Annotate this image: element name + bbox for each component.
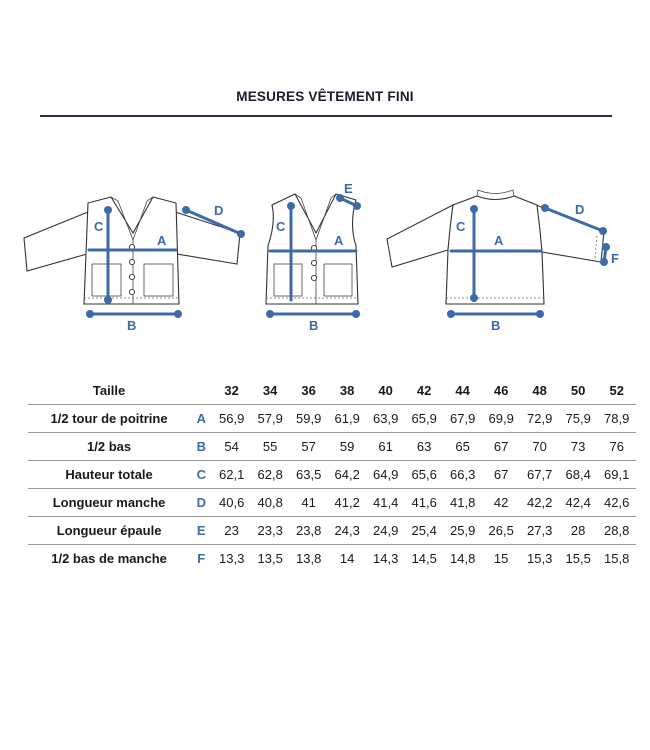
vest-measure-e-end: [336, 194, 344, 202]
row-letter: B: [190, 433, 212, 461]
vest-measure-b-end: [352, 310, 360, 318]
table-cell: 24,3: [328, 517, 367, 545]
table-cell: 67: [482, 433, 521, 461]
cardigan-button: [129, 274, 134, 279]
table-cell: 57,9: [251, 405, 290, 433]
sweater-right-sleeve: [536, 205, 604, 262]
cardigan-measure-b-end: [174, 310, 182, 318]
table-cell: 66,3: [443, 461, 482, 489]
sweater-measure-d-end: [541, 204, 549, 212]
vest-measure-e-end: [353, 202, 361, 210]
table-cell: 73: [559, 433, 598, 461]
table-cell: 23: [212, 517, 251, 545]
cardigan-button: [129, 289, 134, 294]
table-cell: 63,9: [366, 405, 405, 433]
table-cell: 28: [559, 517, 598, 545]
vest-button: [311, 275, 316, 280]
sweater-measure-c-end: [470, 205, 478, 213]
table-cell: 41,4: [366, 489, 405, 517]
table-cell: 55: [251, 433, 290, 461]
sweater-measure-d-end: [599, 227, 607, 235]
size-header-cell: 40: [378, 382, 393, 398]
cardigan-button: [129, 259, 134, 264]
table-cell: 25,4: [405, 517, 444, 545]
cardigan-letter-a: A: [157, 233, 167, 248]
row-label: 1/2 bas de manche: [28, 545, 190, 573]
garment-diagrams: [0, 170, 650, 340]
cardigan-measure-b-end: [86, 310, 94, 318]
sweater-letter-f: F: [611, 251, 619, 266]
table-cell: 63,5: [289, 461, 328, 489]
table-cell: 15,5: [559, 545, 598, 573]
table-cell: 61: [366, 433, 405, 461]
size-header-cell: 44: [455, 382, 470, 398]
table-cell: 23,8: [289, 517, 328, 545]
table-cell: 13,5: [251, 545, 290, 573]
table-cell: 40,6: [212, 489, 251, 517]
cardigan-letter-d: D: [214, 203, 224, 218]
table-cell: 56,9: [212, 405, 251, 433]
table-cell: 78,9: [597, 405, 636, 433]
sweater-letter-c: C: [456, 219, 466, 234]
row-letter: D: [190, 489, 212, 517]
row-label: 1/2 bas: [28, 433, 190, 461]
table-cell: 13,8: [289, 545, 328, 573]
vest-measure-b-end: [266, 310, 274, 318]
table-cell: 68,4: [559, 461, 598, 489]
page-title: MESURES VÊTEMENT FINI: [236, 89, 414, 104]
size-header-cell: 34: [262, 382, 278, 398]
table-row: [28, 517, 636, 545]
table-cell: 14,8: [443, 545, 482, 573]
sweater-measure-f-end: [602, 243, 610, 251]
table-cell: 67: [482, 461, 521, 489]
row-label: 1/2 tour de poitrine: [28, 405, 190, 433]
row-letter: E: [190, 517, 212, 545]
table-cell: 14,5: [405, 545, 444, 573]
size-header-label: Taille: [92, 382, 126, 398]
table-cell: 76: [597, 433, 636, 461]
title-divider: [40, 115, 612, 117]
row-letter: F: [190, 545, 212, 573]
cardigan-letter-c: C: [94, 219, 104, 234]
cardigan-measure-c-end: [104, 296, 112, 304]
table-cell: 65,6: [405, 461, 444, 489]
sweater-neckband: [477, 190, 514, 196]
sweater-left-sleeve: [387, 205, 453, 267]
table-row: [28, 461, 636, 489]
table-cell: 65: [443, 433, 482, 461]
size-table: [28, 376, 636, 572]
table-cell: 25,9: [443, 517, 482, 545]
size-header-cell: 32: [224, 382, 239, 398]
table-cell: 41: [289, 489, 328, 517]
size-header-cell: 46: [493, 382, 509, 398]
table-cell: 59: [328, 433, 367, 461]
table-cell: 62,1: [212, 461, 251, 489]
table-cell: 62,8: [251, 461, 290, 489]
vest-button: [311, 260, 316, 265]
table-cell: 64,2: [328, 461, 367, 489]
table-cell: 28,8: [597, 517, 636, 545]
table-cell: 13,3: [212, 545, 251, 573]
table-cell: 40,8: [251, 489, 290, 517]
table-cell: 42: [482, 489, 521, 517]
table-cell: 59,9: [289, 405, 328, 433]
table-cell: 65,9: [405, 405, 444, 433]
sweater-letter-a: A: [494, 233, 504, 248]
sweater-letter-d: D: [575, 202, 585, 217]
table-row: [28, 489, 636, 517]
table-cell: 14,3: [366, 545, 405, 573]
table-cell: 70: [520, 433, 559, 461]
table-cell: 15,3: [520, 545, 559, 573]
table-cell: 75,9: [559, 405, 598, 433]
table-cell: 69,1: [597, 461, 636, 489]
row-label: Longueur épaule: [28, 517, 190, 545]
sweater-measure-c-end: [470, 294, 478, 302]
vest-letter-b: B: [309, 318, 319, 333]
table-cell: 15,8: [597, 545, 636, 573]
row-letter: C: [190, 461, 212, 489]
table-cell: 42,2: [520, 489, 559, 517]
size-header-cell: 52: [609, 382, 624, 398]
table-cell: 15: [482, 545, 521, 573]
table-cell: 69,9: [482, 405, 521, 433]
size-header-row: [28, 376, 636, 405]
table-cell: 63: [405, 433, 444, 461]
letter-header: [190, 376, 212, 405]
row-label: Hauteur totale: [28, 461, 190, 489]
table-cell: 41,6: [405, 489, 444, 517]
table-row: [28, 433, 636, 461]
table-cell: 54: [212, 433, 251, 461]
size-header-cell: 36: [301, 382, 316, 398]
table-cell: 14: [328, 545, 367, 573]
sweater-measure-b-end: [536, 310, 544, 318]
vest-letter-c: C: [276, 219, 286, 234]
vest-diagram: [266, 181, 361, 333]
table-cell: 67,7: [520, 461, 559, 489]
table-cell: 57: [289, 433, 328, 461]
sweater-measure-b-end: [447, 310, 455, 318]
sweater-diagram: [387, 190, 619, 333]
vest-measure-c-end: [287, 202, 295, 210]
cardigan-measure-d-end: [182, 206, 190, 214]
size-header-cell: 42: [416, 382, 432, 398]
table-row: [28, 545, 636, 573]
table-cell: 42,6: [597, 489, 636, 517]
cardigan-letter-b: B: [127, 318, 137, 333]
table-cell: 27,3: [520, 517, 559, 545]
size-header-cell: 48: [532, 382, 547, 398]
table-cell: 67,9: [443, 405, 482, 433]
table-cell: 26,5: [482, 517, 521, 545]
table-cell: 61,9: [328, 405, 367, 433]
table-cell: 24,9: [366, 517, 405, 545]
sweater-measure-f-end: [600, 258, 608, 266]
table-cell: 41,2: [328, 489, 367, 517]
table-cell: 64,9: [366, 461, 405, 489]
sweater-letter-b: B: [491, 318, 501, 333]
table-cell: 23,3: [251, 517, 290, 545]
row-letter: A: [190, 405, 212, 433]
table-cell: 42,4: [559, 489, 598, 517]
table-cell: 41,8: [443, 489, 482, 517]
size-header-cell: 50: [570, 382, 586, 398]
row-label: Longueur manche: [28, 489, 190, 517]
cardigan-measure-c-end: [104, 206, 112, 214]
cardigan-diagram: [24, 197, 245, 333]
size-header-cell: 38: [339, 382, 355, 398]
vest-letter-e: E: [344, 181, 353, 196]
table-row: [28, 405, 636, 433]
vest-letter-a: A: [334, 233, 344, 248]
table-cell: 72,9: [520, 405, 559, 433]
cardigan-measure-d-end: [237, 230, 245, 238]
cardigan-left-sleeve: [24, 212, 88, 271]
